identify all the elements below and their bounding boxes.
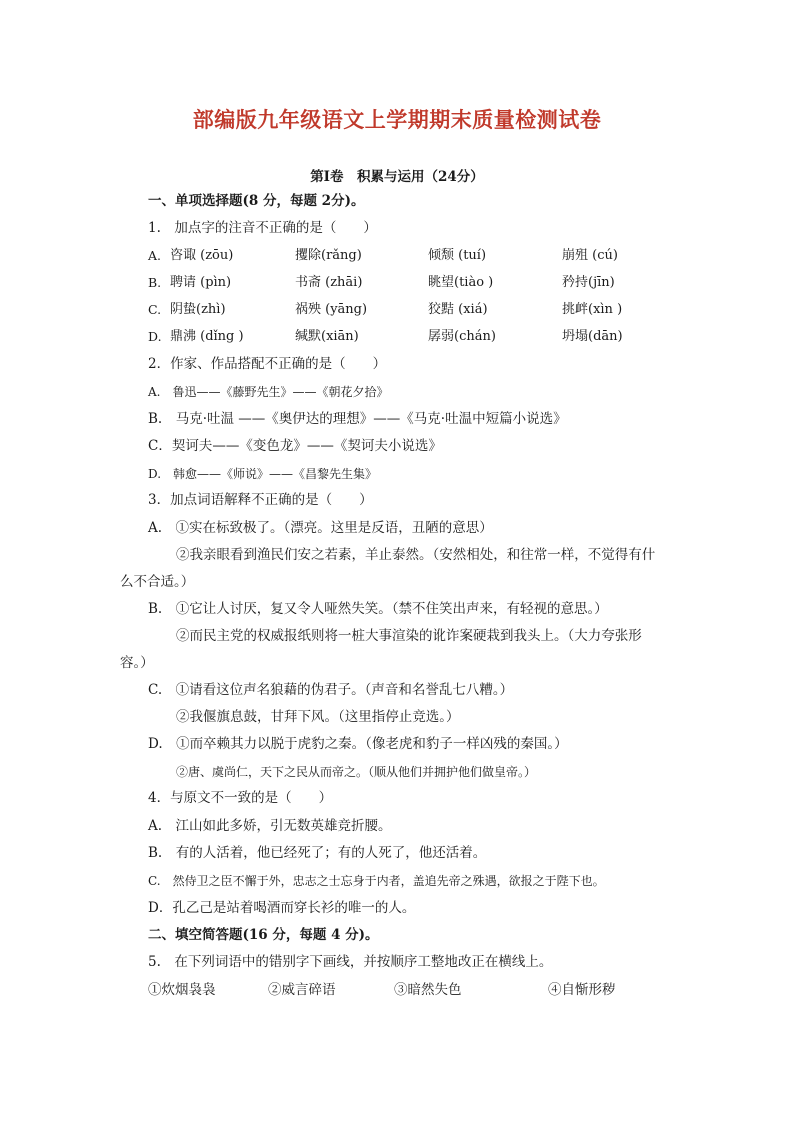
q1-row-c-item-3: 狡黠 (xiá) xyxy=(428,302,488,317)
q1-row-b-item-2: 书斋 (zhāi) xyxy=(295,275,363,290)
q1-row-d-item-1: 鼎沸 (dǐng ) xyxy=(170,329,244,344)
q3-option-b-1: B. ①它让人讨厌，复又令人哑然失笑。（禁不住笑出声来，有轻视的意思。） xyxy=(148,601,608,617)
q2-option-d: D. 韩愈——《师说》——《昌黎先生集》 xyxy=(148,467,378,481)
q4-option-b: B. 有的人活着，他已经死了；有的人死了，他还活着。 xyxy=(148,845,487,861)
q1-stem: 1. 加点字的注音不正确的是（ ） xyxy=(148,220,377,236)
q2-option-a: A. 鲁迅——《藤野先生》——《朝花夕拾》 xyxy=(148,385,389,399)
q1-row-a-item-4: 崩殂 (cú) xyxy=(562,248,618,263)
q1-row-c-item-4: 挑衅(xìn ) xyxy=(562,302,623,317)
q4-option-c: C. 然侍卫之臣不懈于外，忠志之士忘身于内者，盖追先帝之殊遇，欲报之于陛下也。 xyxy=(148,874,605,888)
q5-item-2: ②威言碎语 xyxy=(268,982,336,998)
q1-row-c-item-2: 祸殃 (yāng) xyxy=(295,302,368,317)
q3-option-a-1: A. ①实在标致极了。（漂亮。这里是反语，丑陋的意思） xyxy=(148,520,493,536)
q5-item-3: ③暗然失色 xyxy=(394,982,462,998)
q3-stem: 3．加点词语解释不正确的是（ ） xyxy=(148,492,373,508)
q1-row-a-label: A. xyxy=(148,248,162,263)
q1-row-b-item-3: 眺望(tiào ) xyxy=(428,275,494,290)
q3-option-a-3: 么不合适。） xyxy=(120,574,195,590)
q2-option-c: C．契诃夫——《变色龙》——《契诃夫小说选》 xyxy=(148,438,442,454)
q1-row-b-label: B. xyxy=(148,275,162,290)
q3-option-c-2: ②我偃旗息鼓，甘拜下风。（这里指停止竞选。） xyxy=(176,709,460,725)
q4-option-d: D．孔乙己是站着喝酒而穿长衫的唯一的人。 xyxy=(148,900,416,916)
q1-row-d-label: D. xyxy=(148,329,162,344)
q1-row-b-item-4: 矜持(jīn) xyxy=(562,275,615,290)
q3-option-a-2: ②我亲眼看到渔民们安之若素，羊止泰然。（安然相处，和往常一样，不觉得有什 xyxy=(176,547,656,563)
q1-row-a-item-2: 攫除(rǎng) xyxy=(295,248,362,263)
q1-row-c-label: C. xyxy=(148,302,162,317)
q1-row-c-item-1: 阴蛰(zhì) xyxy=(170,302,226,317)
q3-option-d-1: D. ①而卒赖其力以脱于虎豹之秦。（像老虎和豹子一样凶残的秦国。） xyxy=(148,736,568,752)
q3-option-d-2: ②唐、虞尚仁，天下之民从而帝之。（顺从他们并拥护他们做皇帝。） xyxy=(176,765,537,779)
q5-item-4: ④自惭形秽 xyxy=(548,982,616,998)
q4-option-a: A. 江山如此多娇，引无数英雄竞折腰。 xyxy=(148,818,392,834)
q5-item-1: ①炊烟袅袅 xyxy=(148,982,216,998)
q1-row-b-item-1: 聘请 (pìn) xyxy=(170,275,232,290)
q1-row-d-item-3: 孱弱(chán) xyxy=(428,329,496,344)
q3-option-b-2: ②而民主党的权威报纸则将一桩大事渲染的讹诈案硬栽到我头上。（大力夸张形 xyxy=(176,628,642,644)
exam-title: 部编版九年级语文上学期期末质量检测试卷 xyxy=(192,108,602,132)
volume-heading: 第Ⅰ卷 积累与运用（24分） xyxy=(310,169,484,185)
q4-stem: 4．与原文不一致的是（ ） xyxy=(148,790,333,806)
section1-heading: 一、单项选择题(8 分，每题 2分)。 xyxy=(148,193,365,209)
q1-row-d-item-4: 坍塌(dān) xyxy=(562,329,623,344)
q1-row-a-item-3: 倾颓 (tuí) xyxy=(428,248,487,263)
q1-row-a-item-1: 咨诹 (zōu) xyxy=(170,248,234,263)
q2-stem: 2．作家、作品搭配不正确的是（ ） xyxy=(148,356,387,372)
q3-option-c-1: C. ①请看这位声名狼藉的伪君子。（声音和名誉乱七八糟。） xyxy=(148,682,514,698)
section2-heading: 二、填空简答题(16 分，每题 4 分)。 xyxy=(148,927,379,943)
q2-option-b: B. 马克·吐温 ——《奥伊达的理想》——《马克·吐温中短篇小说选》 xyxy=(148,411,567,427)
q1-row-d-item-2: 缄默(xiān) xyxy=(295,329,359,344)
q5-stem: 5. 在下列词语中的错别字下画线，并按顺序工整地改正在横线上。 xyxy=(148,954,553,970)
q3-option-b-3: 容。） xyxy=(120,655,154,671)
